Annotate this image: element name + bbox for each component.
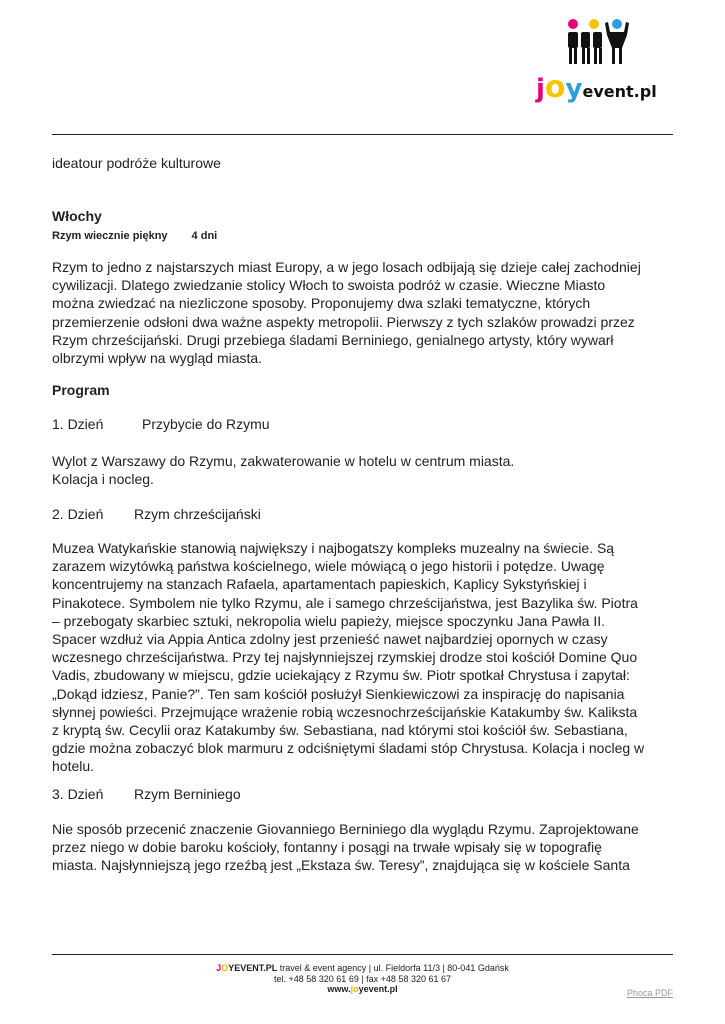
www-prefix: www. <box>327 984 351 994</box>
day-1-heading <box>52 415 270 433</box>
footer <box>0 963 725 995</box>
day-3-line: Nie sposób przecenić znaczenie Giovanniego Berniniego dla wyglądu Rzymu. Zaprojektowane <box>52 821 639 837</box>
footer-line-1 <box>0 963 725 974</box>
day-3-line: przez niego w dobie baroku kościoły, fontanny i posągi na trwałe wpisały się w topografię <box>52 839 602 856</box>
www-suffix: yevent.pl <box>358 984 398 994</box>
day-2-label: 2. Dzień <box>52 506 104 522</box>
day-1-title: Przybycie do Rzymu <box>142 416 270 432</box>
logo-wordmark: joyevent.pl <box>536 70 657 105</box>
tour-subtitle <box>52 227 217 245</box>
day-2-line: wczesnego chrześcijaństwa. Przy tej najsłynniejszej rzymskiej drodze stoi kościół Domine Quo <box>52 649 638 666</box>
footer-line-2: tel. +48 58 320 61 69 | fax +48 58 320 61 67 <box>274 973 451 984</box>
day-2-heading <box>52 505 261 523</box>
header-divider <box>52 134 673 135</box>
day-2-line: – przebogaty skarbiec sztuki, nekropolia wielu papieży, miejsce spoczynku Jana Pawła II. <box>52 612 606 629</box>
intro-line: przemierzenie odsłoni dwa ważne aspekty metropolii. Pierwszy z tych szlaków prowadzi przez <box>52 313 635 330</box>
day-1-description <box>52 452 677 488</box>
day-2-title: Rzym chrześcijański <box>134 506 261 522</box>
footer-brand-j: J <box>216 963 222 973</box>
intro-line: olbrzymi wpływ na wygląd miasta. <box>52 350 263 367</box>
day-2-line: Spacer wzdłuż via Appia Antica zdolny jest przenieść nawet najbardziej opornych w czasy <box>52 631 608 648</box>
footer-address: travel & event agency | ul. Fieldorfa 11/3 | 80-041 Gdańsk <box>277 963 509 973</box>
day-3-heading <box>52 785 241 803</box>
day-1-line: Wylot z Warszawy do Rzymu, zakwaterowanie w hotelu w centrum miasta. <box>52 453 515 469</box>
program-heading: Program <box>52 382 110 398</box>
agency-name: ideatour podróże kulturowe <box>52 155 221 171</box>
joyevent-logo[interactable] <box>536 18 656 108</box>
footer-divider <box>52 954 673 955</box>
day-2-line: Vadis, zbudowany w miejscu, gdzie uciekający z Rzymu św. Piotr spotkał Chrystusa i zapytał: <box>52 667 630 684</box>
day-2-line: Pinakotece. Symbolem nie tylko Rzymu, ale i samego chrześcijaństwa, jest Bazylika św. Piotra <box>52 594 638 611</box>
day-2-line: „Dokąd idziesz, Panie?”. Ten sam kościół posłużył Sienkiewiczowi za inspirację do napisania <box>52 685 625 702</box>
day-2-description <box>52 539 677 776</box>
day-2-line: Muzea Watykańskie stanowią największy i najbogatszy kompleks muzealny na świecie. Są <box>52 540 615 556</box>
intro-line: Rzym to jedno z najstarszych miast Europy, a w jego losach odbijają się dzieje całej zachodniej <box>52 259 641 275</box>
day-3-title: Rzym Berniniego <box>134 786 241 802</box>
day-1-label: 1. Dzień <box>52 416 104 432</box>
intro-line: Rzym chrześcijański. Drugi przebiega śladami Berniniego, genialnego artysty, który wywarł <box>52 331 614 348</box>
day-2-line: koncentrujemy na stanzach Rafaela, apartamentach papieskich, Kaplicy Sykstyńskiej i <box>52 576 587 593</box>
day-3-label: 3. Dzień <box>52 786 104 802</box>
tour-duration: 4 dni <box>191 230 218 242</box>
day-2-line: hotelu. <box>52 758 95 775</box>
footer-website-link[interactable] <box>0 984 725 995</box>
intro-line: można zwiedzać na niezliczone sposoby. Proponujemy dwa szlaki tematyczne, których <box>52 295 591 312</box>
intro-paragraph <box>52 258 677 367</box>
day-1-line: Kolacja i nocleg. <box>52 471 154 488</box>
day-2-line: gdzie można zobaczyć blok marmuru z odciśniętymi śladami stóp Chrystusa. Kolacja i nocleg w <box>52 740 645 757</box>
day-2-line: słynnej powieści. Przejmujące wrażenie robią wczesnochrześcijańskie Katakumby św. Kaliksta <box>52 703 638 720</box>
day-2-line: z kryptą św. Cecylii oraz Katakumby św. Sebastiana, nad którymi stoi kościół św. Sebastiana, <box>52 722 628 739</box>
footer-brand-rest: YEVENT.PL <box>228 963 278 973</box>
day-2-line: zarazem wizytówką państwa kościelnego, wiele mówiącą o jego historii i potędze. Uwagę <box>52 558 605 575</box>
day-3-line: miasta. Najsłynniejszą jego rzeźbą jest „Ekstaza św. Teresy”, znajdująca się w kościele Santa <box>52 857 630 874</box>
footer-brand-o: O <box>221 963 229 973</box>
www-jo: jo <box>350 984 359 994</box>
phoca-pdf-link[interactable]: Phoca PDF <box>626 988 673 998</box>
tour-name: Rzym wiecznie piękny <box>52 230 168 242</box>
intro-line: cywilizacji. Dlatego zwiedzanie stolicy Włoch to swoista podróż w czasie. Wieczne Miasto <box>52 277 606 294</box>
page-title: Włochy <box>52 208 102 224</box>
day-3-description <box>52 820 677 875</box>
people-figures-icon <box>564 18 636 68</box>
